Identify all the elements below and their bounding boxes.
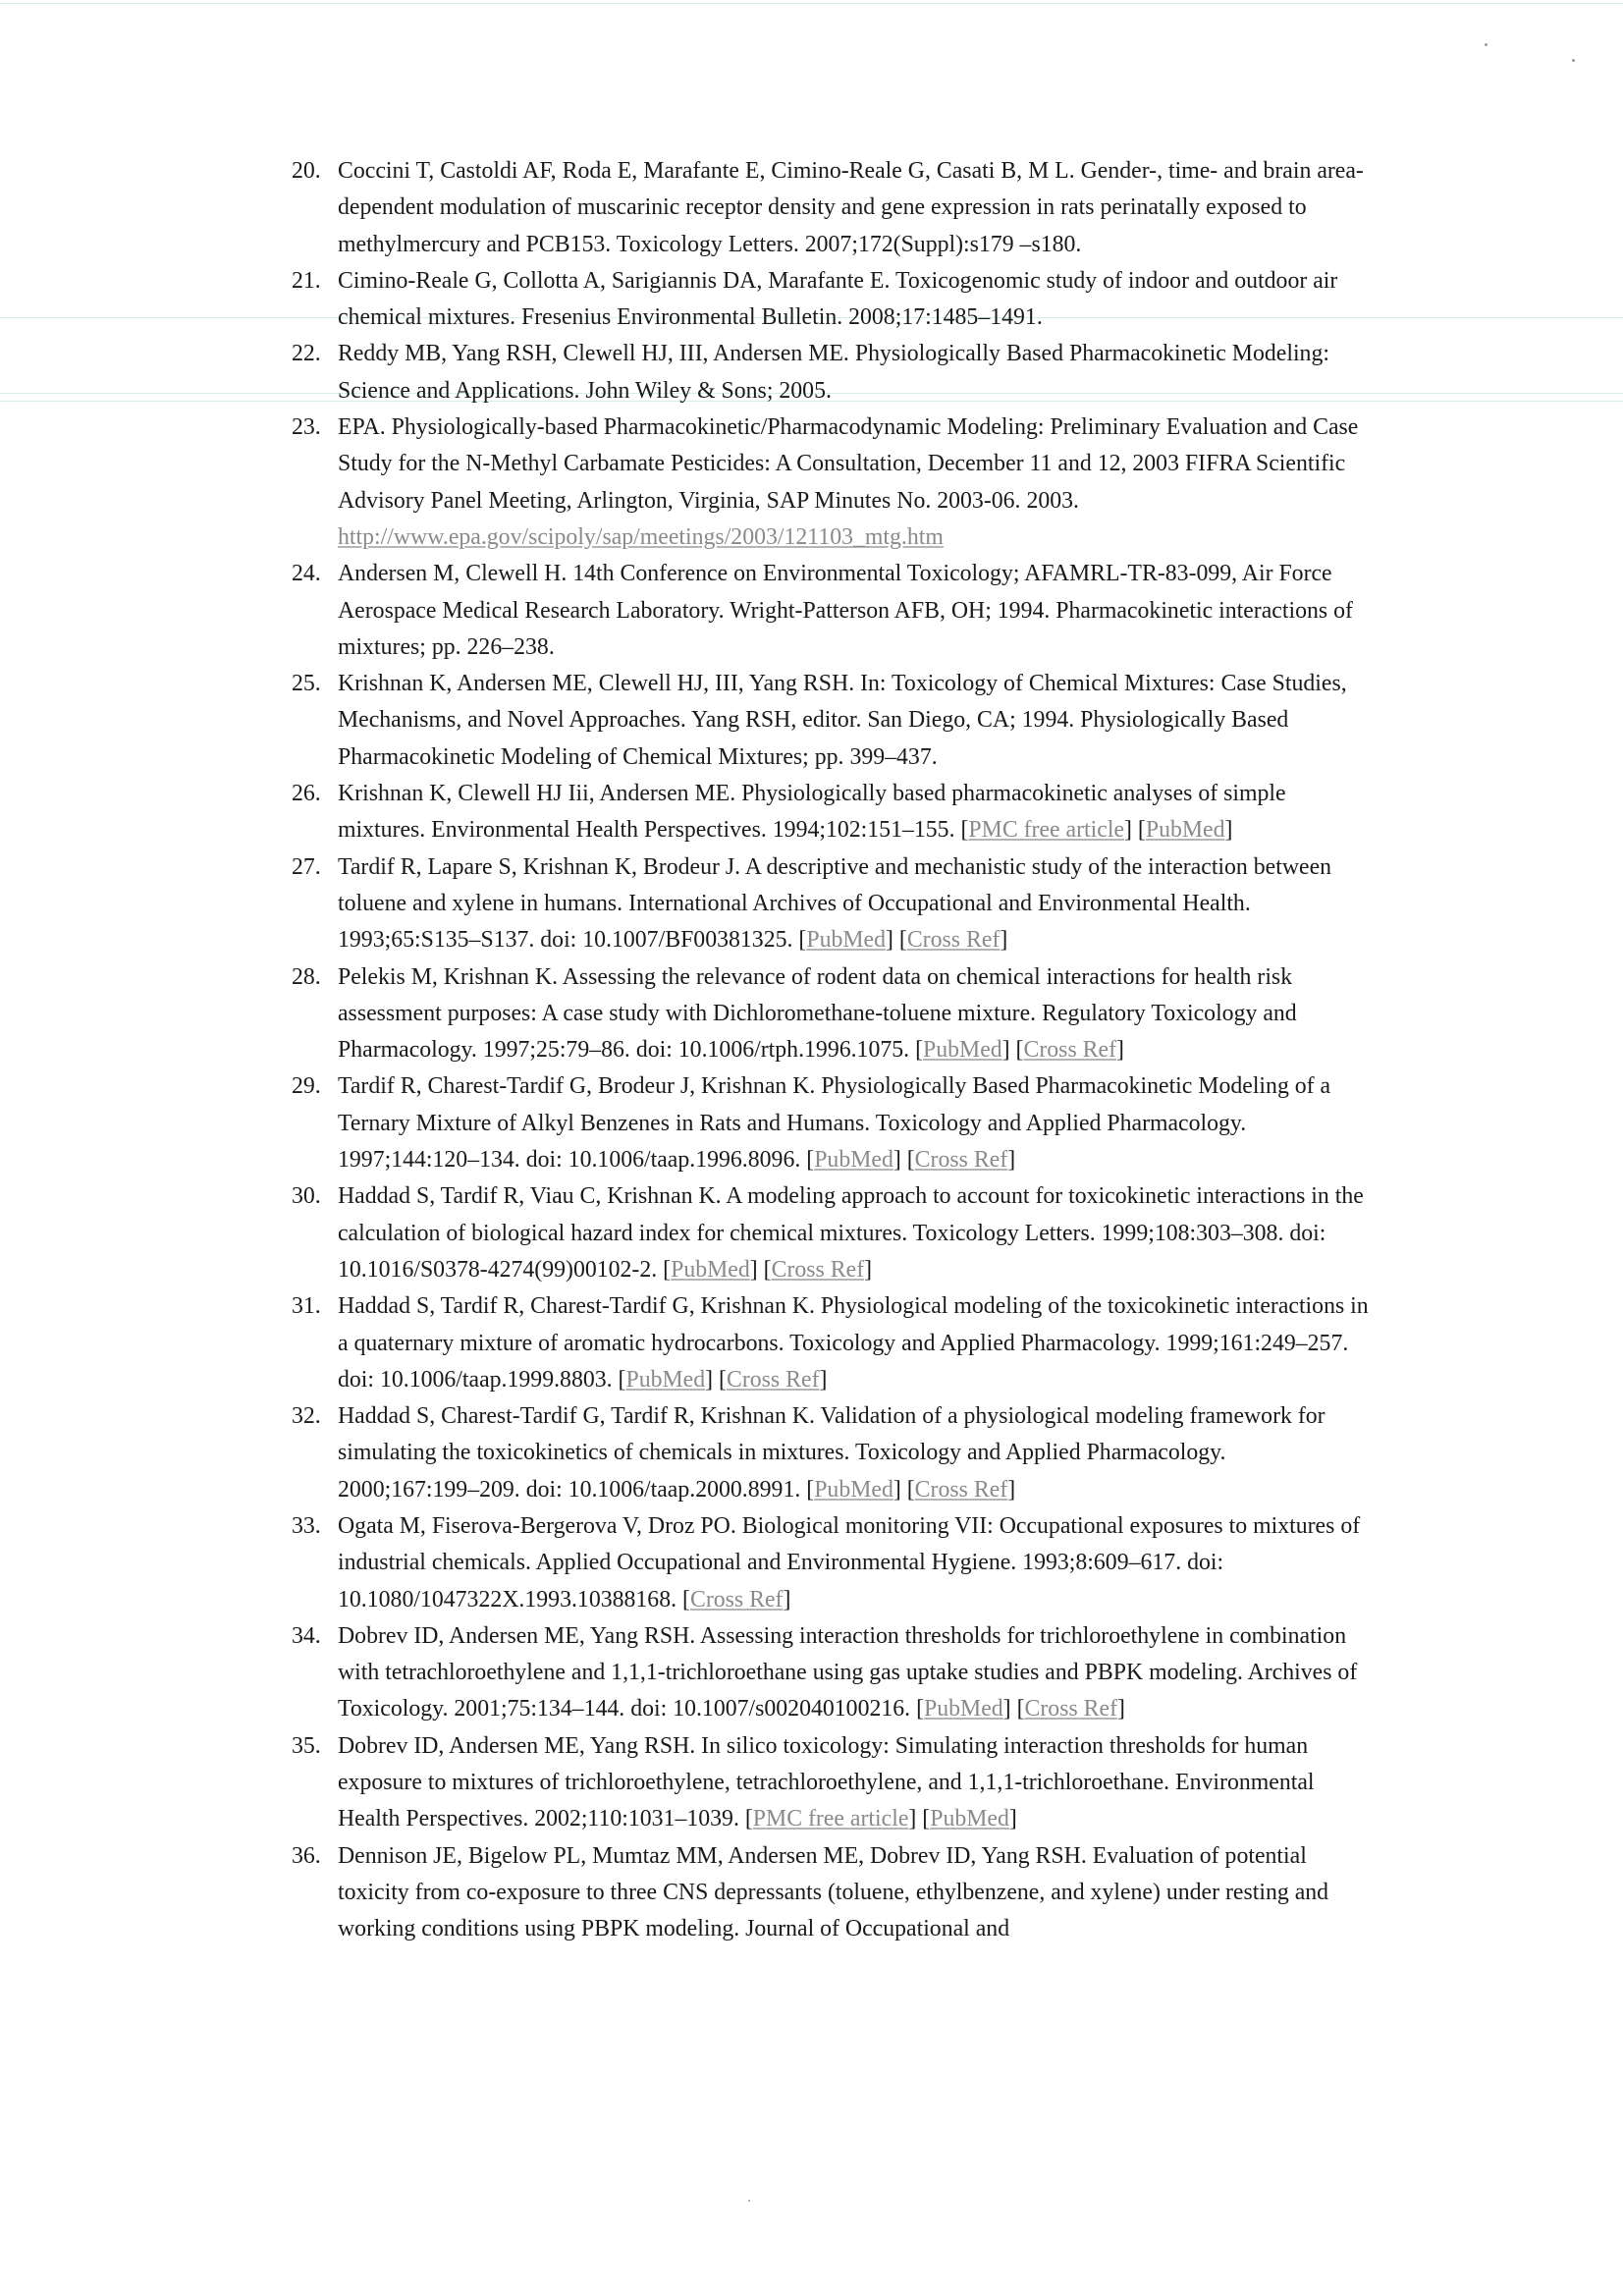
reference-text: Krishnan K, Clewell HJ Iii, Andersen ME. Physiologically based pharmacokinetic analyses of simple mixtures. Environmental Health Perspectives. 1994;102:151–155.	[338, 781, 1286, 844]
reference-item: 31. Haddad S, Tardif R, Charest-Tardif G, Krishnan K. Physiological modeling of the toxicokinetic interactions in a quaternary mixture of aromatic hydrocarbons. Toxicology and Applied Pharmacology. 1999;161:249–257. doi: 10.1006/taap.1999.8803. [PubMed] [Cross Ref]	[0, 1288, 1369, 1398]
cross-ref-link[interactable]: Cross Ref	[906, 927, 1001, 954]
reference-text: EPA. Physiologically-based Pharmacokinetic/Pharmacodynamic Modeling: Preliminary Evaluation and Case Study for the N-Methyl Carbamate Pesticides: A Consultation, December 11 and 12, 2003 FIFRA Scientific Advisory Panel Meeting, Arlington, Virginia, SAP Minutes No. 2003-06. 2003.	[338, 414, 1359, 514]
reference-item: 30. Haddad S, Tardif R, Viau C, Krishnan K. A modeling approach to account for toxicokinetic interactions in the calculation of biological hazard index for chemical mixtures. Toxicology Letters. 1999;108:303–308. doi: 10.1016/S0378-4274(99)00102-2. [PubMed] [Cross Ref]	[0, 1178, 1369, 1288]
pubmed-link[interactable]: PubMed	[806, 927, 886, 954]
pubmed-link[interactable]: PubMed	[1145, 817, 1225, 844]
reference-number: 28.	[292, 963, 321, 990]
reference-item	[0, 263, 1369, 337]
reference-number: 33.	[292, 1512, 321, 1539]
pubmed-link[interactable]: PubMed	[814, 1476, 893, 1503]
reference-number: 25.	[292, 671, 321, 697]
reference-number: 36.	[292, 1842, 321, 1869]
cross-ref-link[interactable]: Cross Ref	[689, 1586, 784, 1613]
reference-text: Dobrev ID, Andersen ME, Yang RSH. Assessing interaction thresholds for trichloroethylene in combination with tetrachloroethylene and 1,1,1-trichloroethane using gas uptake studies and PBPK modeling. Archives of Toxicology. 2001;75:134–144. doi: 10.1007/s002040100216.	[338, 1622, 1358, 1722]
reference-number: 35.	[292, 1732, 321, 1759]
reference-text: Tardif R, Charest-Tardif G, Brodeur J, Krishnan K. Physiologically Based Pharmacokinetic Modeling of a Ternary Mixture of Alkyl Benzenes in Rats and Humans. Toxicology and Applied Pharmacology. 1997;144:120–134. doi: 10.1006/taap.1996.8096.	[338, 1073, 1331, 1174]
reference-text: Cimino-Reale G, Collotta A, Sarigiannis DA, Marafante E. Toxicogenomic study of indoor and outdoor air chemical mixtures. Fresenius Environmental Bulletin. 2008;17:1485–1491.	[338, 267, 1338, 331]
reference-item: 32. Haddad S, Charest-Tardif G, Tardif R, Krishnan K. Validation of a physiological modeling framework for simulating the toxicokinetics of chemicals in mixtures. Toxicology and Applied Pharmacology. 2000;167:199–209. doi: 10.1006/taap.2000.8991. [PubMed] [Cross Ref]	[0, 1398, 1369, 1508]
reference-item	[0, 410, 1369, 556]
scan-speck	[748, 2200, 750, 2202]
scan-artifact-line	[0, 3, 1623, 4]
reference-number: 22.	[292, 341, 321, 367]
reference-item	[0, 556, 1369, 666]
reference-item: 33. Ogata M, Fiserova-Bergerova V, Droz PO. Biological monitoring VII: Occupational exposures to mixtures of industrial chemicals. Applied Occupational and Environmental Hygiene. 1993;8:609–617. doi: 10.1080/1047322X.1993.10388168. [Cross Ref]	[0, 1508, 1369, 1618]
pubmed-link[interactable]: PubMed	[930, 1806, 1009, 1832]
reference-item	[0, 666, 1369, 776]
reference-text: Dennison JE, Bigelow PL, Mumtaz MM, Andersen ME, Dobrev ID, Yang RSH. Evaluation of potential toxicity from co-exposure to three CNS depressants (toluene, ethylbenzene, and xylene) under resting and working conditions using PBPK modeling. Journal of Occupational and	[338, 1842, 1329, 1942]
scan-speck	[1485, 43, 1488, 46]
reference-number: 34.	[292, 1622, 321, 1649]
pmc-free-article-link[interactable]: PMC free article	[752, 1806, 909, 1832]
reference-number: 30.	[292, 1183, 321, 1210]
reference-item	[0, 153, 1369, 263]
reference-text: Haddad S, Charest-Tardif G, Tardif R, Krishnan K. Validation of a physiological modeling framework for simulating the toxicokinetics of chemicals in mixtures. Toxicology and Applied Pharmacology. 2000;167:199–209. doi: 10.1006/taap.2000.8991.	[338, 1403, 1325, 1503]
pubmed-link[interactable]: PubMed	[625, 1366, 706, 1393]
reference-text: Haddad S, Tardif R, Charest-Tardif G, Krishnan K. Physiological modeling of the toxicokinetic interactions in a quaternary mixture of aromatic hydrocarbons. Toxicology and Applied Pharmacology. 1999;161:249–257. doi: 10.1006/taap.1999.8803.	[338, 1293, 1369, 1393]
reference-item	[0, 336, 1369, 410]
reference-item	[0, 1838, 1369, 1948]
reference-number: 32.	[292, 1403, 321, 1430]
reference-number: 21.	[292, 267, 321, 294]
reference-text: Krishnan K, Andersen ME, Clewell HJ, III, Yang RSH. In: Toxicology of Chemical Mixtures: Case Studies, Mechanisms, and Novel Approaches. Yang RSH, editor. San Diego, CA; 1994. Physiologically Based Pharmacokinetic Modeling of Chemical Mixtures; pp. 399–437.	[338, 671, 1347, 770]
reference-text: Reddy MB, Yang RSH, Clewell HJ, III, Andersen ME. Physiologically Based Pharmacokinetic Modeling: Science and Applications. John Wiley & Sons; 2005.	[338, 341, 1329, 404]
reference-number: 31.	[292, 1293, 321, 1320]
reference-item: 26. Krishnan K, Clewell HJ Iii, Andersen ME. Physiologically based pharmacokinetic analyses of simple mixtures. Environmental Health Perspectives. 1994;102:151–155. [PMC free article] [PubMed]	[0, 776, 1369, 849]
reference-text: Ogata M, Fiserova-Bergerova V, Droz PO. Biological monitoring VII: Occupational exposures to mixtures of industrial chemicals. Applied Occupational and Environmental Hygiene. 1993;8:609–617. doi: 10.1080/1047322X.1993.10388168.	[338, 1512, 1361, 1613]
pubmed-link[interactable]: PubMed	[923, 1037, 1002, 1064]
pmc-free-article-link[interactable]: PMC free article	[968, 817, 1125, 844]
reference-item: 27. Tardif R, Lapare S, Krishnan K, Brodeur J. A descriptive and mechanistic study of the interaction between toluene and xylene in humans. International Archives of Occupational and Environmental Health. 1993;65:S135–S137. doi: 10.1007/BF00381325. [PubMed] [Cross Ref]	[0, 849, 1369, 959]
cross-ref-link[interactable]: Cross Ref	[1023, 1037, 1117, 1064]
reference-text: Dobrev ID, Andersen ME, Yang RSH. In silico toxicology: Simulating interaction thresholds for human exposure to mixtures of trichloroethylene, tetrachloroethylene, and 1,1,1-trichloroethane. Environmental Health Perspectives. 2002;110:1031–1039.	[338, 1732, 1315, 1832]
pubmed-link[interactable]: PubMed	[924, 1696, 1003, 1722]
reference-number: 23.	[292, 414, 321, 441]
reference-text: Coccini T, Castoldi AF, Roda E, Marafante E, Cimino-Reale G, Casati B, M L. Gender-, time- and brain area-dependent modulation of muscarinic receptor density and gene expression in rats perinatally exposed to methylmercury and PCB153. Toxicology Letters. 2007;172(Suppl):s179 –s180.	[338, 158, 1364, 257]
epa-url-link[interactable]: http://www.epa.gov/scipoly/sap/meetings/2003/121103_mtg.htm	[338, 523, 944, 550]
reference-text: Andersen M, Clewell H. 14th Conference on Environmental Toxicology; AFAMRL-TR-83-099, Air Force Aerospace Medical Research Laboratory. Wright-Patterson AFB, OH; 1994. Pharmacokinetic interactions of mixtures; pp. 226–238.	[338, 561, 1353, 660]
cross-ref-link[interactable]: Cross Ref	[726, 1366, 820, 1393]
reference-number: 27.	[292, 853, 321, 880]
reference-number: 26.	[292, 781, 321, 807]
pubmed-link[interactable]: PubMed	[814, 1147, 893, 1174]
pubmed-link[interactable]: PubMed	[671, 1256, 750, 1283]
scan-speck	[1572, 59, 1575, 62]
reference-text: Haddad S, Tardif R, Viau C, Krishnan K. A modeling approach to account for toxicokinetic interactions in the calculation of biological hazard index for chemical mixtures. Toxicology Letters. 1999;108:303–308. doi: 10.1016/S0378-4274(99)00102-2.	[338, 1183, 1364, 1283]
reference-list	[0, 153, 1623, 1948]
reference-item: 35. Dobrev ID, Andersen ME, Yang RSH. In silico toxicology: Simulating interaction thresholds for human exposure to mixtures of trichloroethylene, tetrachloroethylene, and 1,1,1-trichloroethane. Environmental Health Perspectives. 2002;110:1031–1039. [PMC free article] [PubMed]	[0, 1728, 1369, 1838]
reference-number: 29.	[292, 1073, 321, 1100]
cross-ref-link[interactable]: Cross Ref	[1024, 1696, 1118, 1722]
reference-item: 29. Tardif R, Charest-Tardif G, Brodeur J, Krishnan K. Physiologically Based Pharmacokinetic Modeling of a Ternary Mixture of Alkyl Benzenes in Rats and Humans. Toxicology and Applied Pharmacology. 1997;144:120–134. doi: 10.1006/taap.1996.8096. [PubMed] [Cross Ref]	[0, 1068, 1369, 1178]
reference-number: 24.	[292, 561, 321, 587]
reference-item: 28. Pelekis M, Krishnan K. Assessing the relevance of rodent data on chemical interactions for health risk assessment purposes: A case study with Dichloromethane-toluene mixture. Regulatory Toxicology and Pharmacology. 1997;25:79–86. doi: 10.1006/rtph.1996.1075. [PubMed] [Cross Ref]	[0, 959, 1369, 1069]
cross-ref-link[interactable]: Cross Ref	[914, 1476, 1008, 1503]
reference-item: 34. Dobrev ID, Andersen ME, Yang RSH. Assessing interaction thresholds for trichloroethylene in combination with tetrachloroethylene and 1,1,1-trichloroethane using gas uptake studies and PBPK modeling. Archives of Toxicology. 2001;75:134–144. doi: 10.1007/s002040100216. [PubMed] [Cross Ref]	[0, 1618, 1369, 1728]
reference-text: Pelekis M, Krishnan K. Assessing the relevance of rodent data on chemical interactions for health risk assessment purposes: A case study with Dichloromethane-toluene mixture. Regulatory Toxicology and Pharmacology. 1997;25:79–86. doi: 10.1006/rtph.1996.1075.	[338, 963, 1297, 1064]
cross-ref-link[interactable]: Cross Ref	[914, 1147, 1008, 1174]
reference-number: 20.	[292, 158, 321, 184]
cross-ref-link[interactable]: Cross Ref	[771, 1256, 865, 1283]
reference-text: Tardif R, Lapare S, Krishnan K, Brodeur J. A descriptive and mechanistic study of the interaction between toluene and xylene in humans. International Archives of Occupational and Environmental Health. 1993;65:S135–S137. doi: 10.1007/BF00381325.	[338, 853, 1332, 954]
